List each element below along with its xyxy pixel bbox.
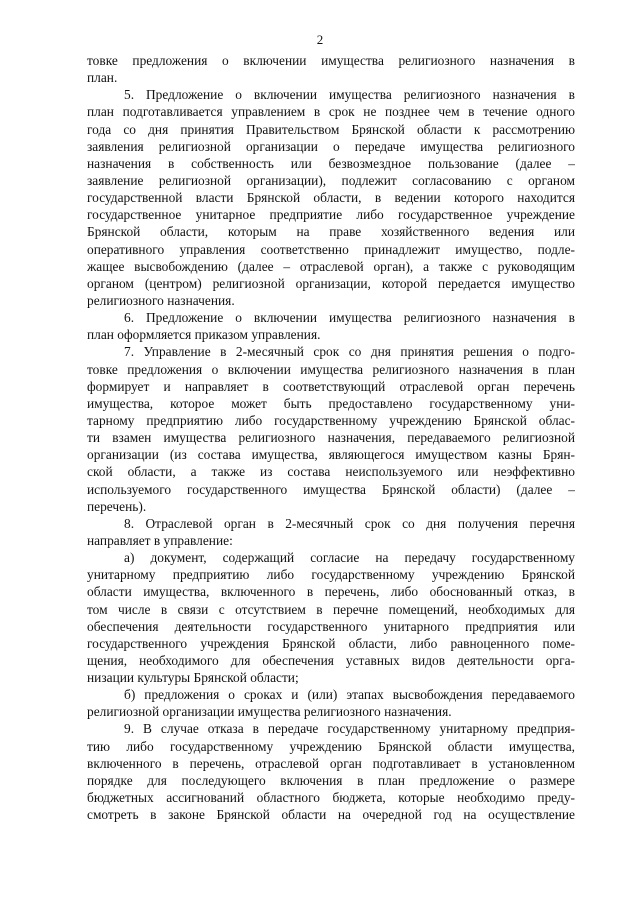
text-line: ти взамен имущества религиозного назначения, передаваемого религиозной: [87, 430, 575, 446]
text-line: бюджетных ассигнований областного бюджета, которые необходимо преду-: [87, 790, 575, 806]
text-line: заявление религиозной организации), подлежит согласованию с органом: [87, 172, 575, 188]
text-line: органом (центром) религиозной организации, которой передается имущество: [87, 275, 575, 291]
text-line: религиозной организации имущества религиозного назначения.: [87, 704, 452, 720]
text-line: товке предложения о включении имущества религиозного назначения в план: [87, 361, 575, 377]
text-line: низации культуры Брянской области;: [87, 670, 299, 686]
text-line: организации (из состава имущества, являющегося имуществом казны Брян-: [87, 447, 575, 463]
text-line: тию либо государственному учреждению Брянской области имущества,: [87, 738, 575, 754]
text-line: государственного учреждения Брянской области, либо равноценного поме-: [87, 635, 575, 651]
text-line: унитарному предприятию либо государственному учреждению Брянской: [87, 567, 575, 583]
text-line: включенного в перечень, отраслевой орган подготавливает в установленном: [87, 755, 575, 771]
text-line: 5. Предложение о включении имущества религиозного назначения в: [124, 87, 575, 103]
text-line: Брянской области, которым на праве хозяйственного ведения или: [87, 224, 575, 240]
text-line: план.: [87, 70, 118, 86]
text-line: оперативного управления соответственно принадлежит имущество, подле-: [87, 241, 575, 257]
text-line: государственной власти Брянской области, в ведении которого находится: [87, 190, 575, 206]
text-line: 6. Предложение о включении имущества религиозного назначения в: [124, 310, 575, 326]
text-line: назначения в собственность или безвозмездное пользование (далее –: [87, 155, 575, 171]
text-line: план оформляется приказом управления.: [87, 327, 321, 343]
text-line: обеспечения деятельности государственного унитарного предприятия или: [87, 618, 575, 634]
text-line: тарному предприятию либо государственному учреждению Брянской облас-: [87, 412, 575, 428]
text-line: товке предложения о включении имущества религиозного назначения в: [87, 53, 575, 68]
text-line: перечень).: [87, 498, 147, 514]
document-body: [87, 52, 575, 823]
text-line: жащее высвобождению (далее – отраслевой орган), а также с руководящим: [87, 258, 575, 274]
text-line: 8. Отраслевой орган в 2-месячный срок со дня получения перечня: [124, 515, 575, 531]
page-number: 2: [316, 32, 324, 47]
text-line: формирует и направляет в соответствующий отраслевой орган перечень: [87, 378, 575, 394]
text-line: используемого государственного имущества Брянской области) (далее –: [87, 481, 575, 497]
text-line: план подготавливается управлением в срок не позднее чем в течение одного: [87, 104, 575, 120]
text-line: области имущества, включенного в перечень, либо обоснованный отказ, в: [87, 584, 575, 600]
text-line: государственное унитарное предприятие либо государственное учреждение: [87, 207, 575, 223]
text-line: щения, необходимого для обеспечения уставных видов деятельности орга-: [87, 652, 575, 668]
text-line: 9. В случае отказа в передаче государственному унитарному предприя-: [124, 721, 575, 737]
text-line: порядке для последующего включения в план предложение о размере: [87, 772, 575, 788]
text-line: заявления религиозной организации о передаче имущества религиозного: [87, 138, 575, 154]
text-line: а) документ, содержащий согласие на передачу государственному: [124, 550, 575, 566]
text-line: смотреть в законе Брянской области на очередной год на осуществление: [87, 807, 575, 823]
text-line: года со дня принятия Правительством Брянской области к рассмотрению: [87, 121, 575, 137]
text-line: религиозного назначения.: [87, 292, 235, 308]
text-line: ской области, а также из состава неиспользуемого или неэффективно: [87, 464, 575, 480]
text-line: том числе в связи с отсутствием в перечне помещений, необходимых для: [87, 601, 575, 617]
text-line: 7. Управление в 2-месячный срок со дня принятия решения о подго-: [124, 344, 575, 360]
text-line: имущества, которое может быть предоставлено государственному уни-: [87, 395, 575, 411]
text-line: направляет в управление:: [87, 532, 233, 548]
text-line: б) предложения о сроках и (или) этапах высвобождения передаваемого: [124, 687, 575, 703]
